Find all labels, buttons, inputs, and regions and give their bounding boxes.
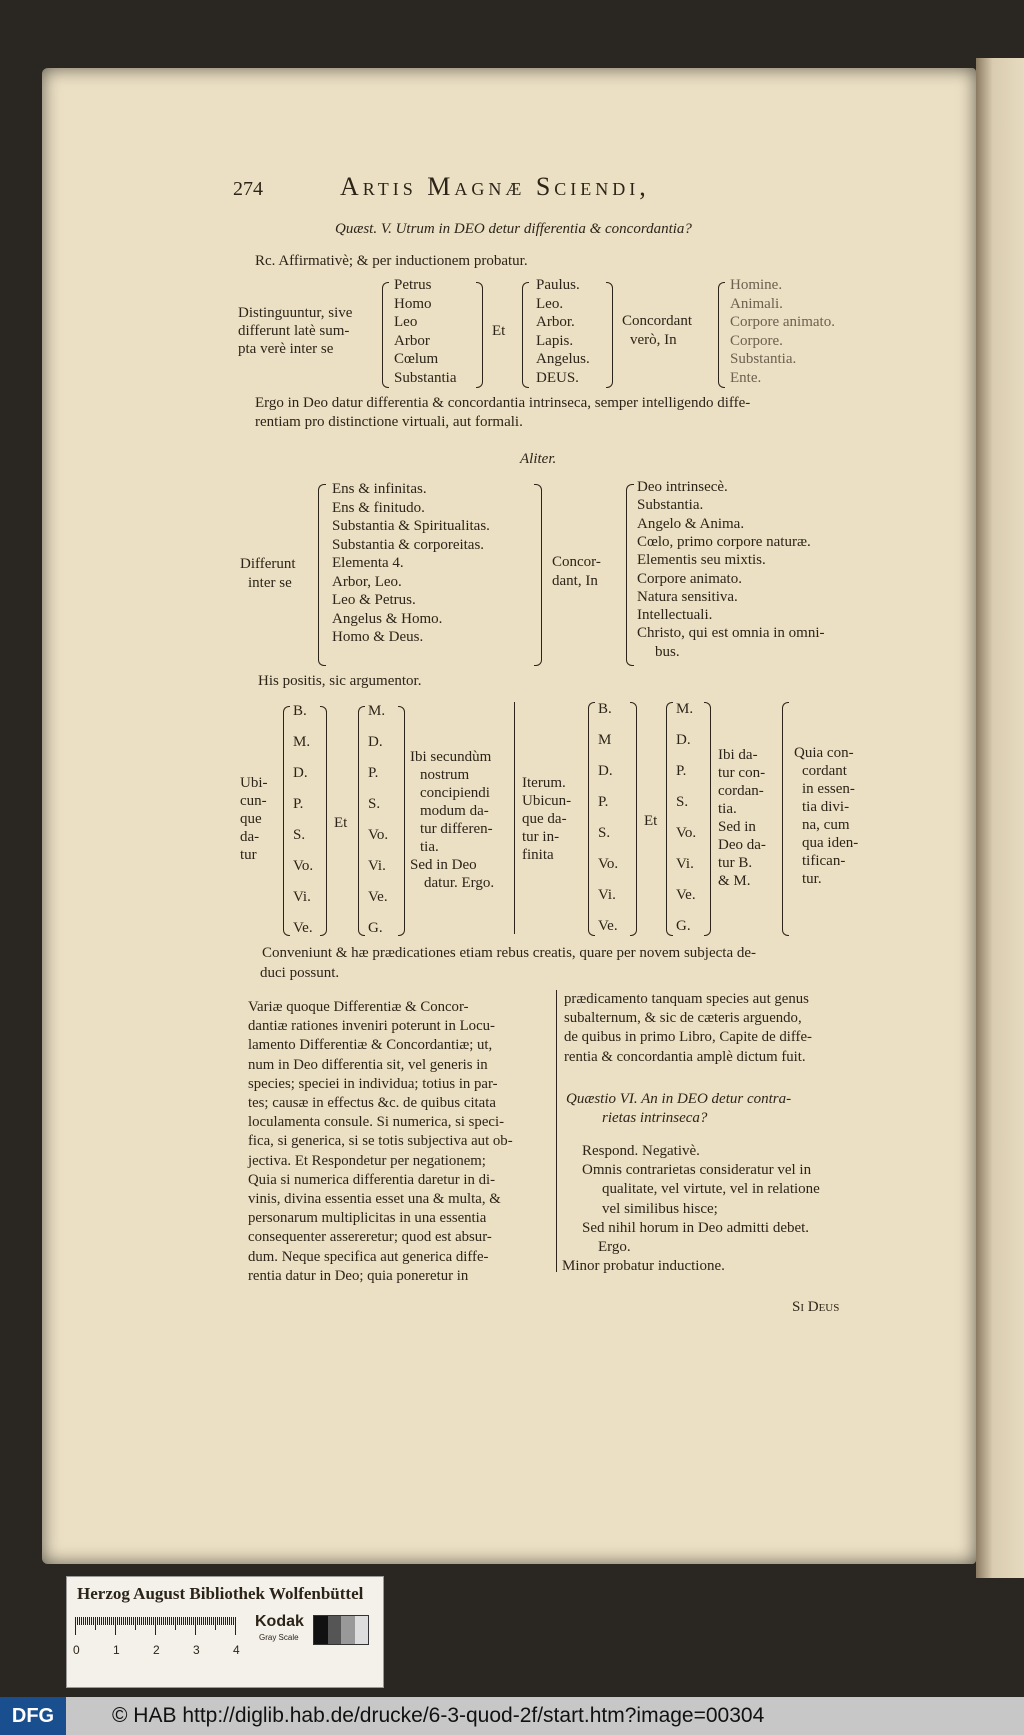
- ruler-tick: [187, 1617, 188, 1625]
- arg-colB-item-2: P.: [368, 765, 379, 781]
- ruler-tick: [165, 1617, 166, 1625]
- q5-col1-item-4: Cœlum: [394, 351, 439, 367]
- arg-colB-item-1: D.: [368, 734, 383, 750]
- right-body-line-4: Sed nihil horum in Deo admitti debet.: [582, 1219, 810, 1236]
- ruler-tick: [199, 1617, 200, 1625]
- ruler-tick: [233, 1617, 234, 1625]
- aliter-col1-item-6: Leo & Petrus.: [332, 592, 416, 608]
- q5-col2-item-2: Arbor.: [536, 314, 575, 330]
- gray-patch-dark: [328, 1616, 342, 1644]
- aliter-brace-2: [534, 484, 542, 666]
- aliter-col2-item-8: Christo, qui est omnia in omni-: [637, 625, 825, 642]
- ruler-tick: [111, 1617, 112, 1625]
- q5-col2-item-3: Lapis.: [536, 332, 574, 349]
- right-body-line-3: vel similibus hisce;: [602, 1200, 718, 1217]
- library-name: Herzog August Bibliothek Wolfenbüttel: [77, 1584, 364, 1603]
- arg-brace-c-close: [630, 702, 637, 936]
- ruler-tick: [97, 1617, 98, 1625]
- ruler-tick: [177, 1617, 178, 1625]
- conveniunt-line-1: duci possunt.: [260, 965, 340, 981]
- ruler-tick: [225, 1617, 226, 1625]
- aliter-col1-item-7: Angelus & Homo.: [332, 610, 443, 627]
- ruler-tick: [209, 1617, 210, 1625]
- ruler-tick: [105, 1617, 106, 1625]
- right-body-line-1: Omnis contrarietas consideratur vel in: [582, 1162, 812, 1179]
- arg-colC-item-0: B.: [598, 701, 612, 717]
- arg-text2-line-3: tur in-: [522, 829, 560, 845]
- aliter-col1-item-0: Ens & infinitas.: [332, 481, 427, 497]
- aliter-concord-line-0: Concor-: [552, 554, 601, 570]
- arg-colA-item-2: D.: [293, 765, 308, 781]
- arg-text3-line-2: cordan-: [718, 783, 764, 799]
- arg-brace-a: [283, 706, 290, 936]
- arg-brace-b: [358, 706, 365, 936]
- arg-colB-item-5: Vi.: [368, 858, 386, 874]
- arg-text3-line-1: tur con-: [718, 765, 766, 781]
- q5-lead-line-0: Distinguuntur, sive: [238, 305, 353, 321]
- ruler-tick: [223, 1617, 224, 1625]
- arg-text2-line-2: que da-: [522, 811, 567, 827]
- ruler-tick: [83, 1617, 84, 1625]
- argument-rule-1: [514, 702, 515, 934]
- aliter-concord-line-1: dant, In: [552, 573, 598, 589]
- ruler-tick: [91, 1617, 92, 1625]
- arg-lead-line-2: que: [240, 811, 262, 827]
- ruler-tick: [221, 1617, 222, 1625]
- q5-col3-item-3: Corpore.: [730, 332, 783, 349]
- ruler-tick: [99, 1617, 100, 1625]
- ruler-tick: [137, 1617, 138, 1625]
- left-col-line-6: loculamenta consule. Si numerica, si speci-: [248, 1114, 504, 1131]
- arg-colA-item-7: Ve.: [293, 920, 313, 936]
- scale-number: 3: [193, 1643, 200, 1657]
- ruler-tick: [159, 1617, 160, 1625]
- q5-et: Et: [492, 323, 506, 339]
- aliter-brace-1: [318, 484, 326, 666]
- q5-lead-line-2: pta verè inter se: [238, 341, 334, 357]
- arg-colC-item-7: Ve.: [598, 918, 618, 934]
- ruler-tick: [229, 1617, 230, 1625]
- q5-concord-line-1: verò, In: [630, 332, 677, 348]
- arg-lead-line-0: Ubi-: [240, 775, 268, 791]
- left-col-line-8: jectiva. Et Respondetur per negationem;: [248, 1152, 486, 1169]
- q5-col3-item-4: Substantia.: [730, 351, 797, 367]
- ruler-tick: [95, 1617, 96, 1630]
- adjacent-page-edge: [976, 58, 1024, 1578]
- q5-brace-3: [522, 282, 529, 388]
- aliter-lead-line-0: Differunt: [240, 556, 296, 572]
- ruler-tick: [113, 1617, 114, 1625]
- right-body-line-0: Respond. Negativè.: [582, 1143, 700, 1159]
- arg-colC-item-4: S.: [598, 825, 611, 841]
- arg-colC-item-1: M: [598, 732, 612, 748]
- arg-brace-a-close: [320, 706, 327, 936]
- ruler-tick: [87, 1617, 88, 1625]
- arg-lead-line-4: tur: [240, 847, 257, 863]
- q5-col1-item-3: Arbor: [394, 332, 430, 349]
- ruler-tick: [119, 1617, 120, 1625]
- aliter-brace-3: [626, 484, 634, 666]
- ruler-tick: [201, 1617, 202, 1625]
- ruler-tick: [183, 1617, 184, 1625]
- left-col-line-9: Quia si numerica differentia daretur in di-: [248, 1171, 496, 1188]
- aliter-col1-item-8: Homo & Deus.: [332, 629, 424, 645]
- arg-colD-item-7: G.: [676, 918, 691, 934]
- ruler-tick: [139, 1617, 140, 1625]
- q5-brace-5: [718, 282, 725, 388]
- ruler-tick: [125, 1617, 126, 1625]
- ruler-tick: [77, 1617, 78, 1625]
- q5-col1-item-5: Substantia: [394, 369, 457, 386]
- q5-brace-2: [476, 282, 483, 388]
- ruler-tick: [171, 1617, 172, 1625]
- aliter-col2-item-0: Deo intrinsecè.: [637, 479, 728, 495]
- his-positis: His positis, sic argumentor.: [258, 673, 422, 689]
- arg-text3-line-0: Ibi da-: [718, 747, 758, 763]
- scale-number: 1: [113, 1643, 120, 1657]
- ruler-tick: [203, 1617, 204, 1625]
- arg-text4-line-4: na, cum: [802, 817, 850, 833]
- ruler-tick: [131, 1617, 132, 1625]
- ruler-tick: [197, 1617, 198, 1625]
- arg-text3-line-4: Sed in: [718, 819, 756, 835]
- arg-text3-line-7: & M.: [718, 873, 751, 889]
- ruler-tick: [141, 1617, 142, 1625]
- right-top-line-0: prædicamento tanquam species aut genus: [564, 991, 809, 1007]
- footer-credit[interactable]: © HAB http://diglib.hab.de/drucke/6-3-quod-2f/start.htm?image=00304: [112, 1704, 765, 1727]
- ruler-tick: [107, 1617, 108, 1625]
- q5-col3-item-5: Ente.: [730, 369, 762, 386]
- left-col-line-3: num in Deo differentia sit, vel generis in: [248, 1056, 488, 1073]
- q6-heading-line-0: Quæstio VI. An in DEO detur contra-: [566, 1091, 792, 1107]
- aliter-col1-item-5: Arbor, Leo.: [332, 573, 402, 590]
- arg-colA-item-3: P.: [293, 796, 304, 812]
- ruler-tick: [227, 1617, 228, 1625]
- ruler-tick: [123, 1617, 124, 1625]
- gray-patch-mid: [341, 1616, 355, 1644]
- scale-number: 0: [73, 1643, 80, 1657]
- ruler-tick: [153, 1617, 154, 1625]
- left-col-line-0: Variæ quoque Differentiæ & Concor-: [248, 999, 469, 1015]
- arg-brace-d: [666, 702, 673, 936]
- aliter-col2-item-7: Intellectuali.: [637, 607, 713, 624]
- arg-text2-line-1: Ubicun-: [522, 793, 572, 809]
- ruler-tick: [101, 1617, 102, 1625]
- aliter-heading: Aliter.: [520, 451, 557, 467]
- q5-brace-1: [382, 282, 389, 388]
- scale-number: 2: [153, 1643, 160, 1657]
- column-divider: [556, 990, 557, 1272]
- right-top-line-3: rentia & concordantia amplè dictum fuit.: [564, 1048, 806, 1065]
- arg-colA-item-4: S.: [293, 827, 306, 843]
- ruler-tick: [81, 1617, 82, 1625]
- ruler-tick: [143, 1617, 144, 1625]
- gray-patches: [313, 1615, 369, 1645]
- aliter-col2-item-9: bus.: [655, 643, 680, 660]
- arg-text1-line-5: tia.: [420, 839, 439, 855]
- ruler-tick: [193, 1617, 194, 1625]
- arg-text1-line-7: datur. Ergo.: [424, 875, 495, 891]
- arg-lead-line-1: cun-: [240, 793, 267, 809]
- left-col-line-11: personarum multiplicitas in una essentia: [248, 1210, 487, 1227]
- ruler-tick: [179, 1617, 180, 1625]
- q5-conclusion-line-1: rentiam pro distinctione virtuali, aut formali.: [255, 414, 523, 430]
- ruler-tick: [151, 1617, 152, 1625]
- arg-text2-line-0: Iterum.: [522, 775, 566, 791]
- aliter-lead-line-1: inter se: [248, 575, 292, 591]
- q5-col3-item-2: Corpore animato.: [730, 314, 835, 330]
- ruler-tick: [189, 1617, 190, 1625]
- arg-text3-line-6: tur B.: [718, 855, 753, 871]
- arg-text3-line-3: tia.: [718, 801, 737, 817]
- arg-text4-line-2: in essen-: [802, 781, 855, 797]
- arg-colA-item-0: B.: [293, 703, 307, 719]
- q5-col1-item-0: Petrus: [394, 277, 432, 293]
- arg-brace-d-close: [704, 702, 711, 936]
- aliter-col1-item-1: Ens & finitudo.: [332, 499, 425, 516]
- aliter-col2-item-3: Cœlo, primo corpore naturæ.: [637, 533, 811, 550]
- arg-colC-item-2: D.: [598, 763, 613, 779]
- arg-colA-item-1: M.: [293, 734, 311, 750]
- arg-colB-item-0: M.: [368, 703, 386, 719]
- q5-concord-line-0: Concordant: [622, 313, 692, 329]
- arg-text4-line-5: qua iden-: [802, 835, 859, 851]
- q5-col1-item-1: Homo: [394, 295, 432, 312]
- aliter-col2-item-2: Angelo & Anima.: [637, 515, 745, 532]
- ruler-tick: [175, 1617, 176, 1630]
- ruler-tick: [93, 1617, 94, 1625]
- ruler-tick: [213, 1617, 214, 1625]
- right-body-line-6: Minor probatur inductione.: [562, 1258, 725, 1275]
- q5-heading: Quæst. V. Utrum in DEO detur differentia & concordantia?: [335, 221, 692, 237]
- arg-colD-item-1: D.: [676, 732, 691, 748]
- ruler-tick: [211, 1617, 212, 1625]
- ruler-tick: [161, 1617, 162, 1625]
- ruler-tick: [185, 1617, 186, 1625]
- q5-answer: Rc. Affirmativè; & per inductionem probatur.: [255, 253, 528, 269]
- aliter-col1-item-4: Elementa 4.: [332, 555, 404, 571]
- q5-col2-item-4: Angelus.: [536, 351, 590, 367]
- arg-text4-line-0: Quia con-: [794, 745, 854, 761]
- running-title: Artis Magnæ Sciendi,: [340, 172, 650, 201]
- ruler-tick: [215, 1617, 216, 1630]
- ruler-tick: [195, 1617, 196, 1635]
- ruler-tick: [109, 1617, 110, 1625]
- arg-text4-line-3: tia divi-: [802, 799, 850, 815]
- arg-colD-item-6: Ve.: [676, 887, 696, 903]
- ruler-tick: [117, 1617, 118, 1625]
- scale-ruler: [75, 1617, 235, 1637]
- arg-brace-e: [782, 702, 789, 936]
- gray-patch-black: [314, 1616, 328, 1644]
- scale-numbers: [73, 1641, 243, 1659]
- ruler-tick: [155, 1617, 156, 1635]
- arg-colA-item-5: Vo.: [293, 858, 314, 874]
- arg-text4-line-1: cordant: [802, 763, 847, 779]
- arg-colB-item-3: S.: [368, 796, 381, 812]
- right-body-line-5: Ergo.: [598, 1239, 631, 1255]
- ruler-tick: [147, 1617, 148, 1625]
- ruler-tick: [217, 1617, 218, 1625]
- ruler-tick: [219, 1617, 220, 1625]
- left-col-line-5: tes; causæ in effectus &c. de quibus citata: [248, 1095, 496, 1111]
- q5-col1-item-2: Leo: [394, 314, 418, 330]
- arg-text2-line-4: finita: [522, 847, 554, 863]
- ruler-tick: [75, 1617, 76, 1635]
- dfg-logo: DFG: [0, 1697, 66, 1735]
- left-col-line-13: dum. Neque specifica aut generica diffe-: [248, 1248, 489, 1265]
- ruler-tick: [181, 1617, 182, 1625]
- arg-text1-line-3: modum da-: [420, 803, 489, 819]
- arg-colD-item-2: P.: [676, 763, 687, 779]
- arg-colD-item-4: Vo.: [676, 825, 697, 841]
- aliter-col2-item-1: Substantia.: [637, 497, 704, 514]
- aliter-col2-item-5: Corpore animato.: [637, 570, 742, 587]
- catchword: Si Deus: [792, 1299, 840, 1315]
- arg-colC-item-6: Vi.: [598, 887, 616, 903]
- q5-col3-item-0: Homine.: [730, 277, 783, 293]
- ruler-tick: [89, 1617, 90, 1625]
- arg-colB-item-7: G.: [368, 920, 383, 936]
- left-col-line-1: dantiæ rationes inveniri poterunt in Locu-: [248, 1018, 495, 1035]
- ruler-tick: [127, 1617, 128, 1625]
- q5-lead-line-1: differunt latè sum-: [238, 323, 350, 339]
- q5-col2-item-0: Paulus.: [536, 277, 580, 293]
- ruler-tick: [85, 1617, 86, 1625]
- q5-col3-item-1: Animali.: [730, 295, 783, 312]
- arg-text1-line-2: concipiendi: [420, 785, 490, 801]
- left-col-line-10: vinis, divina essentia esset una & multa, &: [248, 1191, 501, 1207]
- left-col-line-12: consequenter assereretur; quod est absur-: [248, 1229, 492, 1246]
- kodak-logo: Kodak: [255, 1613, 304, 1630]
- right-body-line-2: qualitate, vel virtute, vel in relatione: [602, 1181, 820, 1198]
- aliter-col2-item-4: Elementis seu mixtis.: [637, 552, 766, 569]
- aliter-col1-item-2: Substantia & Spiritualitas.: [332, 518, 490, 534]
- arg-text1-line-1: nostrum: [420, 767, 470, 783]
- ruler-tick: [133, 1617, 134, 1625]
- ruler-tick: [115, 1617, 116, 1635]
- ruler-tick: [79, 1617, 80, 1625]
- arg-text1-line-4: tur differen-: [420, 821, 493, 837]
- ruler-tick: [103, 1617, 104, 1625]
- ruler-tick: [205, 1617, 206, 1625]
- arg-colD-item-3: S.: [676, 794, 689, 810]
- ruler-tick: [169, 1617, 170, 1625]
- ruler-tick: [173, 1617, 174, 1625]
- left-col-line-7: fica, si generica, si se totis subjectiva aut ob-: [248, 1133, 513, 1150]
- arg-lead-line-3: da-: [240, 829, 260, 845]
- arg-brace-b-close: [398, 706, 405, 936]
- ruler-tick: [129, 1617, 130, 1625]
- left-col-line-2: lamento Differentiæ & Concordantiæ; ut,: [248, 1037, 493, 1054]
- argument-et-2: Et: [644, 813, 658, 829]
- arg-colB-item-6: Ve.: [368, 889, 388, 905]
- ruler-tick: [231, 1617, 232, 1625]
- arg-colD-item-5: Vi.: [676, 856, 694, 872]
- right-top-line-1: subalternum, & sic de cæteris arguendo,: [564, 1010, 802, 1027]
- gray-scale-label: Gray Scale: [259, 1633, 299, 1642]
- ruler-tick: [191, 1617, 192, 1625]
- gray-patch-light: [355, 1616, 369, 1644]
- arg-text3-line-5: Deo da-: [718, 837, 766, 853]
- arg-text1-line-0: Ibi secundùm: [410, 749, 492, 765]
- q5-brace-4: [606, 282, 613, 388]
- conveniunt-line-0: Conveniunt & hæ prædicationes etiam rebus creatis, quare per novem subjecta de-: [262, 945, 757, 961]
- library-color-card: [66, 1576, 384, 1688]
- left-col-line-14: rentia datur in Deo; quia poneretur in: [248, 1267, 469, 1284]
- q5-conclusion-line-0: Ergo in Deo datur differentia & concordantia intrinseca, semper intelligendo diffe-: [255, 395, 751, 411]
- ruler-tick: [167, 1617, 168, 1625]
- ruler-tick: [157, 1617, 158, 1625]
- arg-colA-item-6: Vi.: [293, 889, 311, 905]
- right-top-line-2: de quibus in primo Libro, Capite de diffe-: [564, 1029, 812, 1046]
- aliter-col1-item-3: Substantia & corporeitas.: [332, 536, 485, 553]
- aliter-col2-item-6: Natura sensitiva.: [637, 588, 738, 605]
- arg-brace-c: [588, 702, 595, 936]
- q5-col2-item-5: DEUS.: [536, 369, 579, 386]
- arg-colC-item-5: Vo.: [598, 856, 619, 872]
- page-number: 274: [233, 178, 263, 200]
- arg-text4-line-6: tifican-: [802, 853, 846, 869]
- arg-text1-line-6: Sed in Deo: [410, 857, 477, 873]
- scale-number: 4: [233, 1643, 240, 1657]
- ruler-tick: [207, 1617, 208, 1625]
- arg-colC-item-3: P.: [598, 794, 609, 810]
- arg-text4-line-7: tur.: [802, 871, 822, 887]
- q6-heading-line-1: rietas intrinseca?: [602, 1110, 708, 1126]
- ruler-tick: [121, 1617, 122, 1625]
- left-col-line-4: species; speciei in individua; totius in par-: [248, 1075, 498, 1092]
- arg-colB-item-4: Vo.: [368, 827, 389, 843]
- ruler-tick: [145, 1617, 146, 1625]
- ruler-tick: [135, 1617, 136, 1630]
- arg-colD-item-0: M.: [676, 701, 694, 717]
- argument-et-1: Et: [334, 815, 348, 831]
- ruler-tick: [235, 1617, 236, 1635]
- ruler-tick: [163, 1617, 164, 1625]
- ruler-tick: [149, 1617, 150, 1625]
- q5-col2-item-1: Leo.: [536, 295, 564, 312]
